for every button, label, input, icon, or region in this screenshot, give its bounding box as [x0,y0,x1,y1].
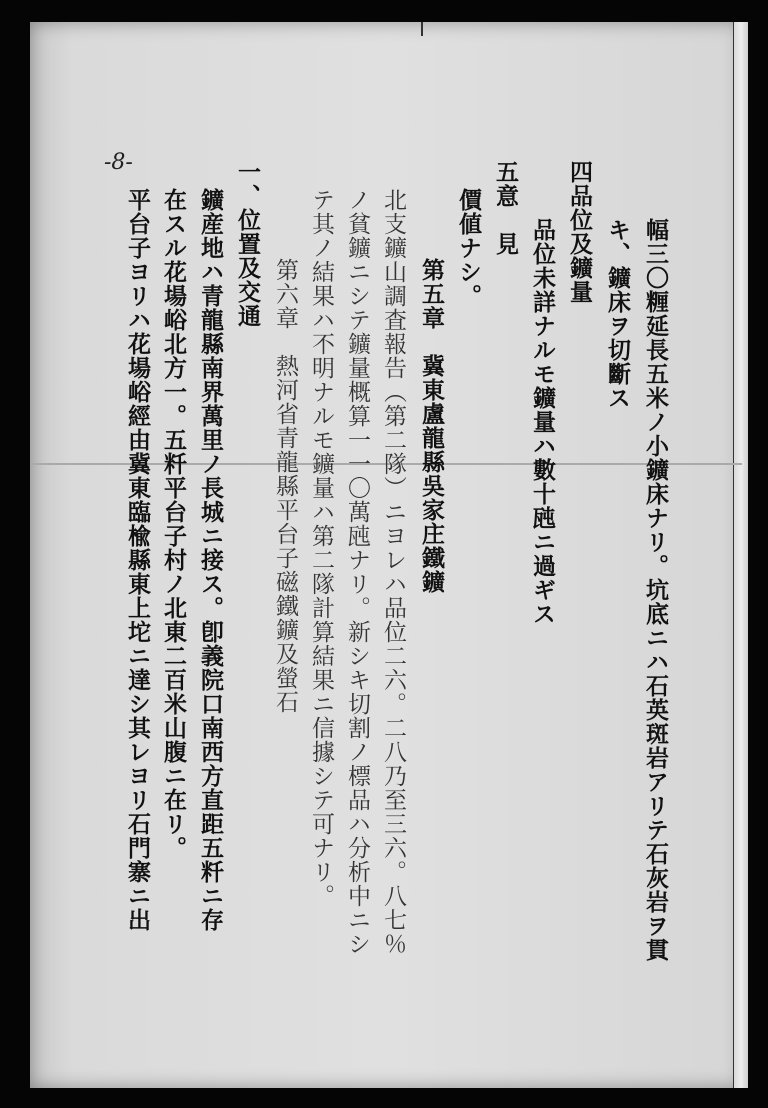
text-column-12: 一、位置及交通 [234,160,261,328]
text-column-14: 在スル花場峪北方一。五粁平台子村ノ北東二百米山腹ニ在リ。 [160,188,187,860]
text-column-11: 第六章 熱河省青龍縣平台子磁鐵鑛及螢石 [272,258,298,714]
text-column-8: 北支鑛山調査報告（第二隊）ニヨレハ品位二六。二八乃至三六。八七％ [380,188,406,956]
binding-mark [421,22,423,36]
text-column-2: キ、鑛床ヲ切斷ス [604,218,631,410]
page-edge [733,22,748,1088]
text-column-15: 平台子ヨリハ花場峪經由冀東臨楡縣東上坨ニ達シ其レヨリ石門寨ニ出 [124,188,151,932]
text-column-6: 價値ナシ。 [455,188,482,308]
page-number: -8- [104,150,133,175]
text-column-3: 四品位及鑛量 [566,160,593,304]
text-column-4: 品位未詳ナルモ鑛量ハ數十瓲ニ過ギス [529,218,556,626]
text-column-7: 第五章 冀東盧龍縣吳家庄鐵鑛 [418,258,445,594]
text-column-5: 五意 見 [492,160,519,256]
text-column-13: 鑛産地ハ青龍縣南界萬里ノ長城ニ接ス。卽義院口南西方直距五粁ニ存 [197,188,224,932]
text-column-1: 幅三〇糎延長五米ノ小鑛床ナリ。坑底ニハ石英斑岩アリテ石灰岩ヲ貫 [642,218,669,962]
text-column-10: テ其ノ結果ハ不明ナルモ鑛量ハ第二隊計算結果ニ信據シテ可ナリ。 [308,188,334,908]
text-column-9: ノ貧鑛ニシテ鑛量概算一一〇萬瓲ナリ。新シキ切割ノ標品ハ分析中ニシ [344,188,370,956]
